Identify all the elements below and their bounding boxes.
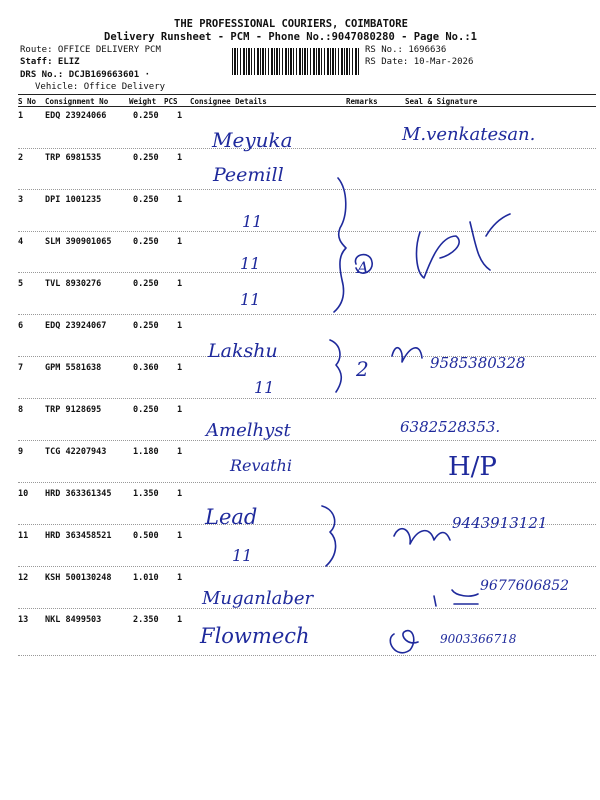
- cell-pcs: 1: [177, 573, 183, 583]
- route-label: Route: OFFICE DELIVERY PCM: [20, 45, 161, 55]
- cell-sno: 7: [18, 363, 24, 373]
- cell-weight: 0.360: [133, 363, 159, 373]
- handwritten-phone: 6382528353.: [400, 418, 501, 436]
- handwritten-hp: H/P: [448, 452, 497, 482]
- handwritten-signature: M.venkatesan.: [402, 124, 536, 145]
- handwritten-name: Lead: [205, 505, 258, 529]
- cell-consignment: TCG 42207943: [45, 447, 107, 457]
- cell-pcs: 1: [177, 111, 183, 121]
- cell-sno: 13: [18, 615, 29, 625]
- handwritten-phone: 9677606852: [480, 578, 570, 594]
- drs-number: DRS No.: DCJB169663601 ·: [20, 70, 151, 80]
- handwritten-ditto: 11: [254, 378, 275, 397]
- cell-consignment: HRD 363361345: [45, 489, 112, 499]
- cell-sno: 10: [18, 489, 29, 499]
- cell-pcs: 1: [177, 489, 183, 499]
- handwritten-name: Muganlaber: [202, 588, 314, 609]
- handwritten-phone: 9443913121: [452, 514, 548, 532]
- col-remarks: Remarks: [346, 97, 378, 106]
- circle-mark: [355, 255, 372, 274]
- cell-pcs: 1: [177, 531, 183, 541]
- handwritten-ditto: 11: [240, 254, 261, 273]
- handwritten-ditto: 11: [232, 546, 253, 565]
- handwritten-ditto: 11: [240, 290, 261, 309]
- company-name: THE PROFESSIONAL COURIERS, COIMBATORE: [174, 18, 408, 30]
- handwritten-name: Amelhyst: [206, 420, 291, 441]
- rs-date: RS Date: 10-Mar-2026: [365, 57, 474, 67]
- cell-weight: 0.250: [133, 195, 159, 205]
- cell-sno: 3: [18, 195, 24, 205]
- cell-pcs: 1: [177, 195, 183, 205]
- cell-pcs: 1: [177, 279, 183, 289]
- rs-number: RS No.: 1696636: [365, 45, 447, 55]
- cell-consignment: EDQ 23924066: [45, 111, 107, 121]
- cell-pcs: 1: [177, 447, 183, 457]
- cell-sno: 1: [18, 111, 24, 121]
- col-seal: Seal & Signature: [405, 97, 478, 106]
- cell-weight: 0.250: [133, 279, 159, 289]
- handwritten-remark: 2: [356, 357, 369, 381]
- cell-consignment: NKL 8499503: [45, 615, 102, 625]
- col-weight: Weight: [129, 97, 157, 106]
- handwritten-name: Meyuka: [212, 128, 293, 152]
- cell-sno: 4: [18, 237, 24, 247]
- brace-mid: [330, 340, 341, 392]
- handwritten-name: Revathi: [230, 456, 292, 475]
- cell-pcs: 1: [177, 615, 183, 625]
- signature-4: [417, 214, 510, 278]
- cell-sno: 5: [18, 279, 24, 289]
- cell-weight: 1.010: [133, 573, 159, 583]
- brace-lower: [322, 506, 336, 566]
- cell-consignment: TVL 8930276: [45, 279, 102, 289]
- cell-sno: 6: [18, 321, 24, 331]
- cell-weight: 0.250: [133, 153, 159, 163]
- cell-consignment: KSH 500130248: [45, 573, 112, 583]
- handwritten-phone: 9585380328: [430, 354, 526, 372]
- cell-pcs: 1: [177, 237, 183, 247]
- staff-label: Staff: ELIZ: [20, 57, 80, 67]
- cell-sno: 8: [18, 405, 24, 415]
- cell-weight: 1.180: [133, 447, 159, 457]
- cell-consignment: TRP 9128695: [45, 405, 102, 415]
- handwritten-name: Lakshu: [208, 340, 278, 362]
- cell-weight: 1.350: [133, 489, 159, 499]
- vehicle-label: Vehicle: Office Delivery: [35, 82, 166, 92]
- signature-12: [434, 590, 478, 606]
- col-consignment: Consignment No: [45, 97, 109, 106]
- handwritten-remark: A: [357, 258, 369, 277]
- signature-7: [392, 348, 422, 362]
- cell-weight: 0.250: [133, 237, 159, 247]
- cell-consignment: TRP 6981535: [45, 153, 102, 163]
- cell-weight: 0.250: [133, 111, 159, 121]
- cell-sno: 9: [18, 447, 24, 457]
- runsheet-title: Delivery Runsheet - PCM - Phone No.:9047080280 - Page No.:1: [104, 31, 477, 43]
- cell-sno: 11: [18, 531, 29, 541]
- cell-pcs: 1: [177, 153, 183, 163]
- cell-weight: 0.500: [133, 531, 159, 541]
- handwritten-name: Peemill: [213, 164, 284, 186]
- signature-11: [394, 529, 450, 544]
- col-pcs: PCS: [164, 97, 178, 106]
- cell-pcs: 1: [177, 321, 183, 331]
- cell-sno: 12: [18, 573, 29, 583]
- cell-weight: 2.350: [133, 615, 159, 625]
- handwritten-phone: 9003366718: [440, 632, 517, 646]
- col-consignee: Consignee Details: [190, 97, 267, 106]
- cell-pcs: 1: [177, 405, 183, 415]
- cell-pcs: 1: [177, 363, 183, 373]
- cell-consignment: GPM 5581638: [45, 363, 102, 373]
- cell-consignment: SLM 390901065: [45, 237, 112, 247]
- cell-consignment: DPI 1001235: [45, 195, 102, 205]
- brace-top: [334, 178, 346, 312]
- col-sno: S No: [18, 97, 37, 106]
- cell-weight: 0.250: [133, 321, 159, 331]
- handwritten-name: Flowmech: [200, 624, 310, 648]
- signature-13: [390, 631, 418, 653]
- cell-weight: 0.250: [133, 405, 159, 415]
- cell-consignment: HRD 363458521: [45, 531, 112, 541]
- cell-sno: 2: [18, 153, 24, 163]
- handwritten-ditto: 11: [242, 212, 263, 231]
- cell-consignment: EDQ 23924067: [45, 321, 107, 331]
